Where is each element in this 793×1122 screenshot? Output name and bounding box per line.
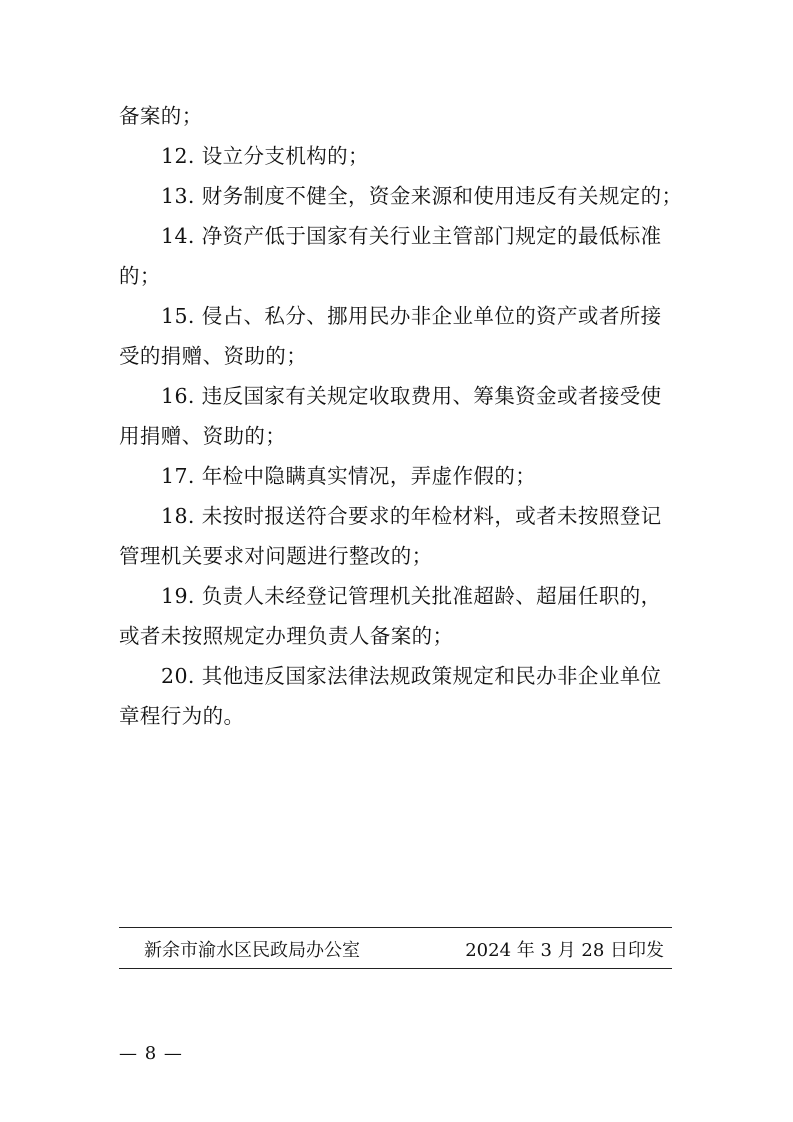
list-item-14-continuation: 的； [119,264,161,288]
page-number: — 8 — [119,1043,183,1064]
list-item-13: 13. 财务制度不健全，资金来源和使用违反有关规定的； [161,184,683,208]
issuing-office: 新余市渝水区民政局办公室 [144,940,360,961]
list-item-16-continuation: 用捐赠、资助的； [119,424,287,448]
list-item-12: 12. 设立分支机构的； [161,144,369,168]
list-item-20-continuation: 章程行为的。 [119,704,245,728]
document-body [119,96,683,736]
list-item-19-continuation: 或者未按照规定办理负责人备案的； [119,624,454,648]
issuance-footer [119,927,672,969]
list-item-14: 14. 净资产低于国家有关行业主管部门规定的最低标准 [161,224,662,248]
issue-date: 2024 年 3 月 28 日印发 [465,940,664,961]
text-line: 备案的； [119,104,203,128]
list-item-18-continuation: 管理机关要求对问题进行整改的； [119,544,433,568]
list-item-18: 18. 未按时报送符合要求的年检材料，或者未按照登记 [161,504,662,528]
list-item-16: 16. 违反国家有关规定收取费用、筹集资金或者接受使 [161,384,662,408]
list-item-19: 19. 负责人未经登记管理机关批准超龄、超届任职的， [161,584,662,608]
list-item-15: 15. 侵占、私分、挪用民办非企业单位的资产或者所接 [161,304,662,328]
list-item-20: 20. 其他违反国家法律法规政策规定和民办非企业单位 [161,664,662,688]
list-item-15-continuation: 受的捐赠、资助的； [119,344,308,368]
list-item-17: 17. 年检中隐瞒真实情况，弄虚作假的； [161,464,537,488]
